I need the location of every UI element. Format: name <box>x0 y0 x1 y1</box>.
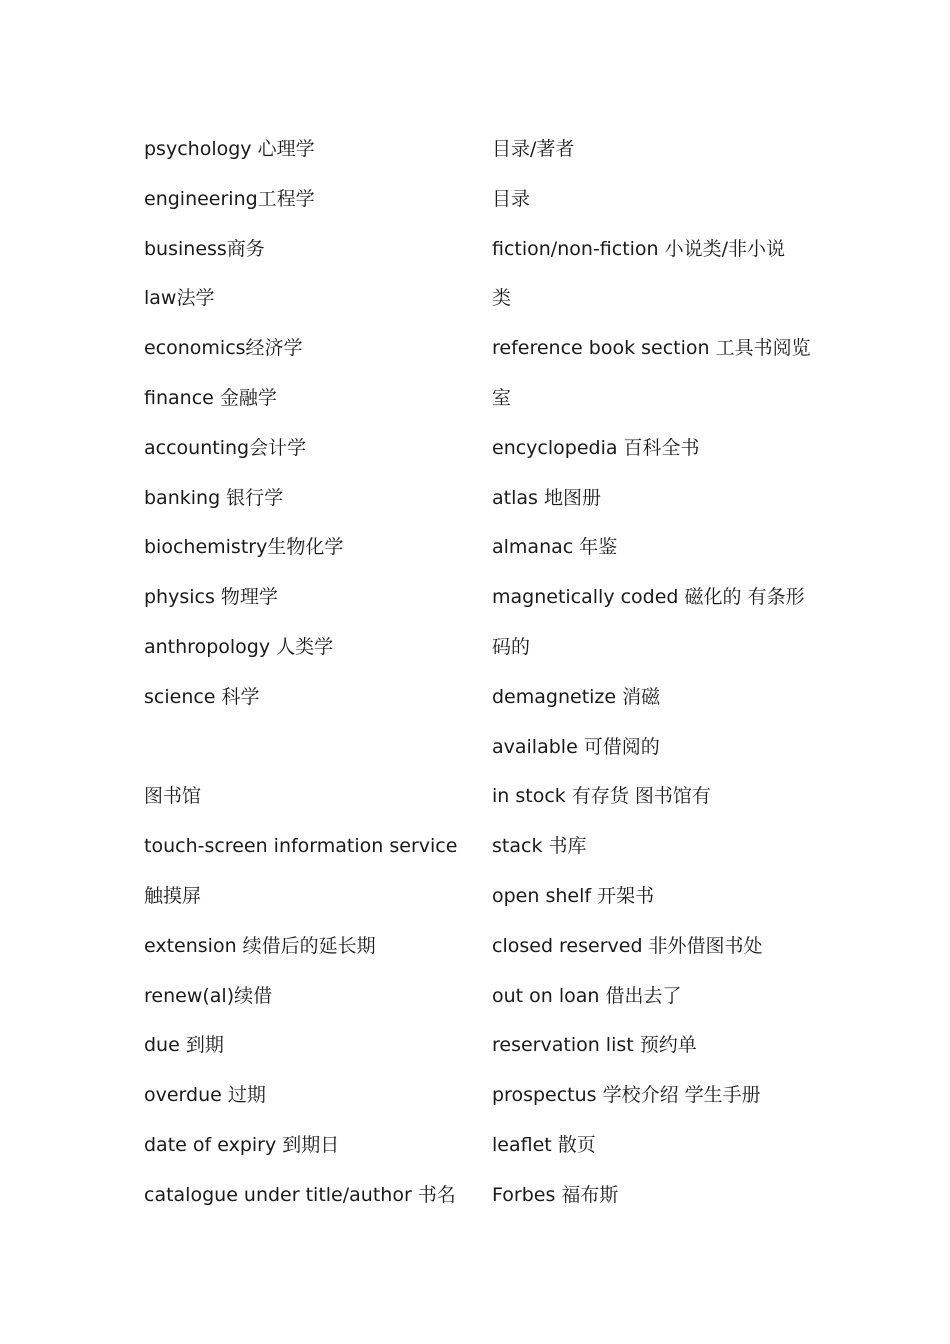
vocab-line: science 科学 <box>144 685 260 708</box>
vocab-line: overdue 过期 <box>144 1084 266 1107</box>
vocab-line: out on loan 借出去了 <box>492 984 682 1007</box>
vocab-line: psychology 心理学 <box>144 138 315 160</box>
vocab-line: reservation list 预约单 <box>492 1034 697 1057</box>
vocab-line: business商务 <box>144 237 265 260</box>
vocab-line: due 到期 <box>144 1034 224 1057</box>
vocab-line: fiction/non-fiction 小说类/非小说 <box>492 237 786 260</box>
vocab-line: atlas 地图册 <box>492 486 601 509</box>
vocab-line: open shelf 开架书 <box>492 884 655 907</box>
vocab-line: magnetically coded 磁化的 有条形 <box>492 586 805 609</box>
vocab-line: 类 <box>492 287 512 310</box>
vocab-line: banking 银行学 <box>144 486 284 509</box>
vocab-line: available 可借阅的 <box>492 735 660 758</box>
vocab-line: engineering工程学 <box>144 187 315 210</box>
vocab-line: accounting会计学 <box>144 436 307 459</box>
vocab-line: 室 <box>492 386 512 409</box>
vocab-line: demagnetize 消磁 <box>492 685 661 708</box>
vocab-line: Forbes 福布斯 <box>492 1183 619 1206</box>
right-column <box>492 125 822 1221</box>
blank-line <box>144 723 474 773</box>
vocab-line: anthropology 人类学 <box>144 635 334 658</box>
vocab-line: 触摸屏 <box>144 884 202 907</box>
vocab-line: catalogue under title/author 书名 <box>144 1183 456 1206</box>
vocab-line: in stock 有存货 图书馆有 <box>492 785 711 808</box>
vocab-line: physics 物理学 <box>144 586 278 609</box>
vocab-line: economics经济学 <box>144 337 303 360</box>
vocab-line: leaflet 散页 <box>492 1133 596 1156</box>
vocab-line: extension 续借后的延长期 <box>144 934 376 957</box>
vocab-line: closed reserved 非外借图书处 <box>492 934 763 957</box>
section-heading: 图书馆 <box>144 785 202 808</box>
vocab-line: renew(al)续借 <box>144 984 273 1007</box>
vocab-line: reference book section 工具书阅览 <box>492 337 811 360</box>
vocab-line: 目录 <box>492 187 531 210</box>
vocab-line: date of expiry 到期日 <box>144 1133 340 1156</box>
vocab-line: prospectus 学校介绍 学生手册 <box>492 1084 761 1107</box>
vocab-line: touch-screen information service <box>144 835 458 858</box>
vocab-line: biochemistry生物化学 <box>144 536 344 559</box>
vocab-line: law法学 <box>144 287 215 310</box>
vocab-line: 码的 <box>492 635 531 658</box>
left-column <box>144 125 474 1221</box>
vocab-line: stack 书库 <box>492 835 587 858</box>
vocab-line: 目录/著者 <box>492 138 575 160</box>
vocab-line: encyclopedia 百科全书 <box>492 436 700 459</box>
vocab-line: finance 金融学 <box>144 386 277 409</box>
vocab-line: almanac 年鉴 <box>492 536 618 559</box>
